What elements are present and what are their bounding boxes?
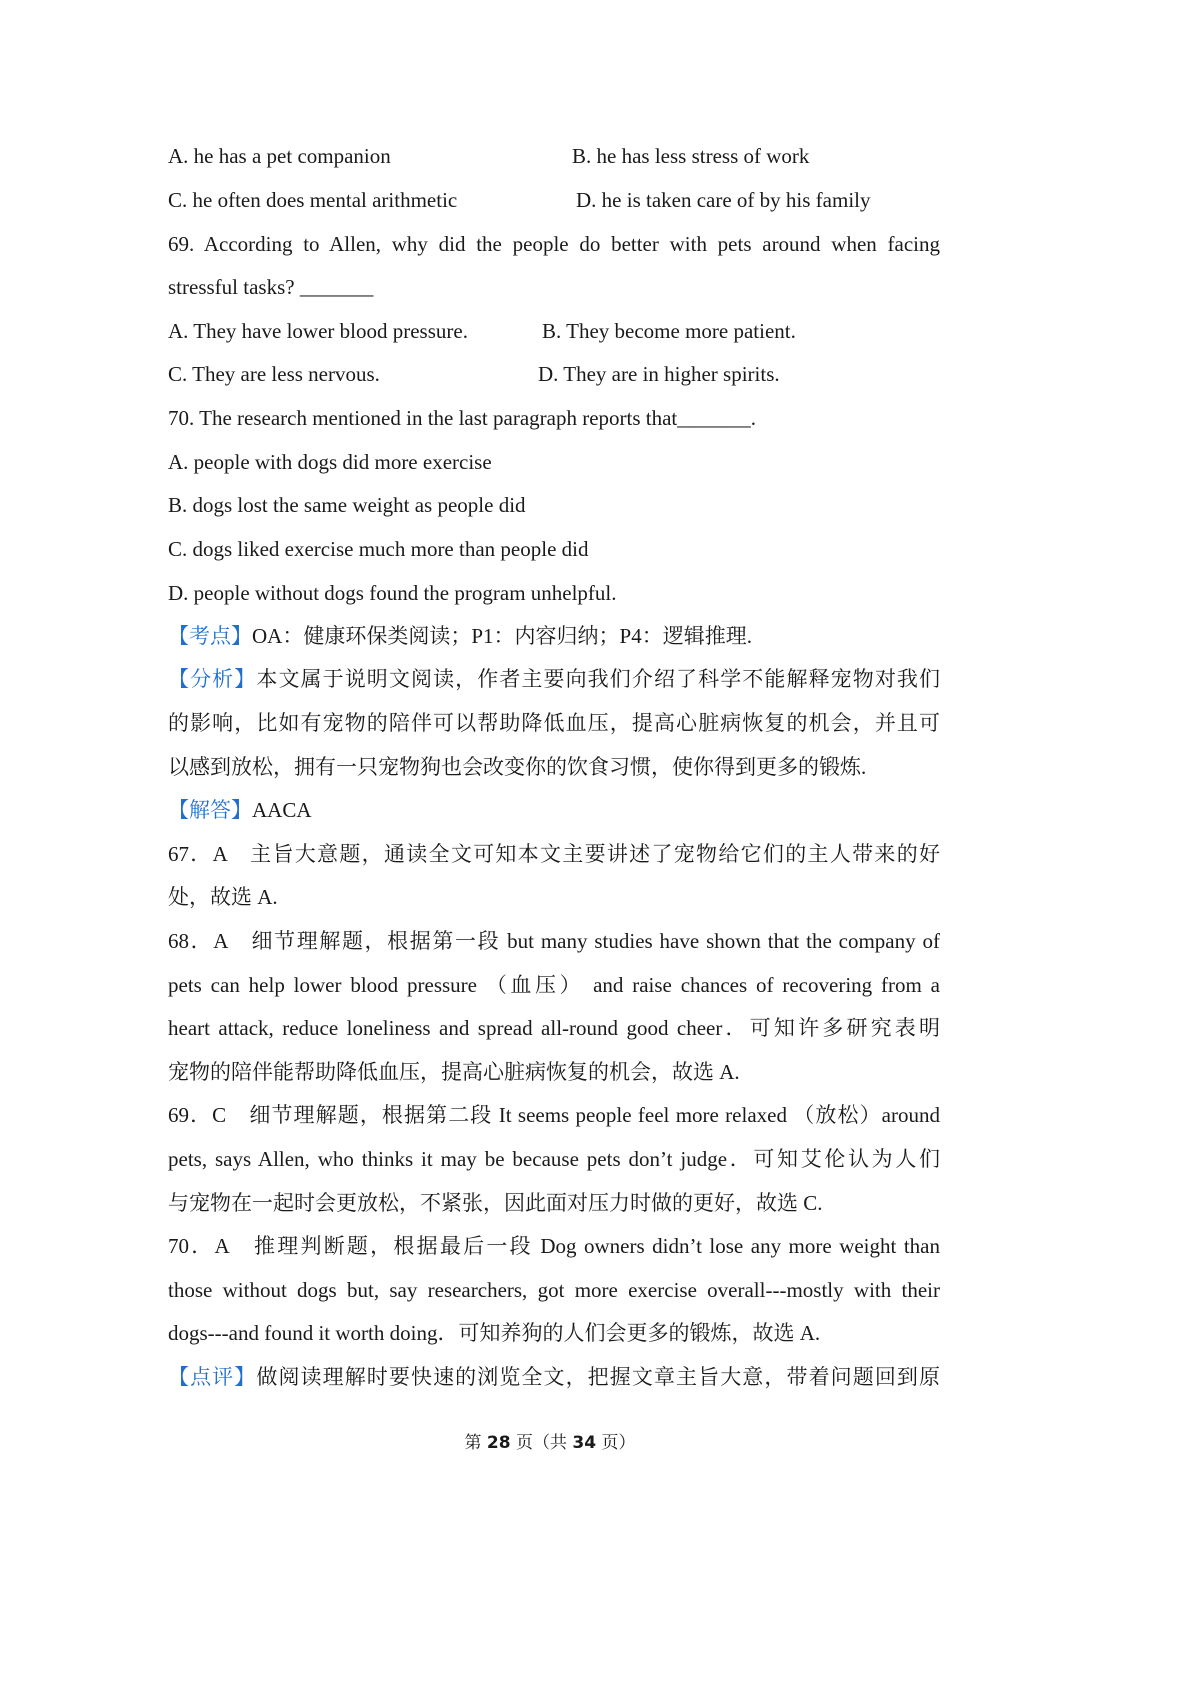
q68-option-b: B. he has less stress of work <box>572 144 810 168</box>
q69-option-a: A. They have lower blood pressure. <box>168 319 468 343</box>
answer-68-line-4: 宠物的陪伴能帮助降低血压，提高心脏病恢复的机会，故选 A. <box>168 1060 740 1084</box>
answer-67-line-2: 处，故选 A. <box>168 885 278 909</box>
footer-suffix: 页） <box>596 1433 636 1453</box>
jieda-section <box>168 796 940 824</box>
page-footer <box>0 1432 1100 1454</box>
kaodian-section <box>168 622 940 650</box>
fenxi-tag: 【分析】 <box>168 667 257 691</box>
dianping-text: 做阅读理解时要快速的浏览全文，把握文章主旨大意，带着问题回到原 <box>256 1365 941 1389</box>
fenxi-text-1: 本文属于说明文阅读，作者主要向我们介绍了科学不能解释宠物对我们 <box>256 667 941 691</box>
answer-70-line-3: dogs---and found it worth doing．可知养狗的人们会更多的锻炼，故选 A. <box>168 1321 821 1345</box>
q68-option-d: D. he is taken care of by his family <box>576 188 871 212</box>
answer-69-line-3: 与宠物在一起时会更放松，不紧张，因此面对压力时做的更好，故选 C. <box>168 1191 823 1215</box>
answer-69-line-1: 69．C 细节理解题，根据第二段 It seems people feel more relaxed （放松）around <box>168 1103 940 1127</box>
fenxi-line-3: 以感到放松，拥有一只宠物狗也会改变你的饮食习惯，使你得到更多的锻炼. <box>168 755 867 779</box>
q68-option-a: A. he has a pet companion <box>168 144 391 168</box>
q69-stem-line-1: 69. According to Allen, why did the people do better with pets around when facing <box>168 232 940 256</box>
answer-70-line-1: 70．A 推理判断题，根据最后一段 Dog owners didn’t lose any more weight than <box>168 1234 940 1258</box>
kaodian-tag: 【考点】 <box>168 624 252 648</box>
q70-stem: 70. The research mentioned in the last paragraph reports that_______. <box>168 406 757 430</box>
fenxi-line-2: 的影响，比如有宠物的陪伴可以帮助降低血压，提高心脏病恢复的机会，并且可 <box>168 711 940 735</box>
answer-68-line-3: heart attack, reduce loneliness and spread all-round good cheer．可知许多研究表明 <box>168 1016 940 1040</box>
jieda-tag: 【解答】 <box>168 798 252 822</box>
q68-option-c: C. he often does mental arithmetic <box>168 188 458 212</box>
q69-stem-line-2: stressful tasks? _______ <box>168 275 374 299</box>
answer-68-line-1: 68．A 细节理解题，根据第一段 but many studies have shown that the company of <box>168 929 940 953</box>
q70-option-b: B. dogs lost the same weight as people did <box>168 493 526 517</box>
q70-option-c: C. dogs liked exercise much more than people did <box>168 537 589 561</box>
q69-option-b: B. They become more patient. <box>542 319 796 343</box>
dianping-section <box>168 1363 940 1391</box>
footer-middle: 页（共 <box>510 1433 573 1453</box>
jieda-text: AACA <box>252 798 312 822</box>
q69-option-d: D. They are in higher spirits. <box>538 362 780 386</box>
answer-67-line-1: 67．A 主旨大意题，通读全文可知本文主要讲述了宠物给它们的主人带来的好 <box>168 842 940 866</box>
kaodian-text: OA：健康环保类阅读；P1：内容归纳；P4：逻辑推理. <box>252 624 752 648</box>
q69-option-c: C. They are less nervous. <box>168 362 380 386</box>
answer-69-line-2: pets, says Allen, who thinks it may be because pets don’t judge．可知艾伦认为人们 <box>168 1147 940 1171</box>
footer-total-pages: 34 <box>572 1433 597 1453</box>
fenxi-line-1 <box>168 665 940 693</box>
answer-68-line-2: pets can help lower blood pressure （血压） and raise chances of recovering from a <box>168 973 940 997</box>
answer-70-line-2: those without dogs but, say researchers, got more exercise overall---mostly with their <box>168 1278 940 1302</box>
q70-option-a: A. people with dogs did more exercise <box>168 450 492 474</box>
footer-prefix: 第 <box>464 1433 487 1453</box>
dianping-tag: 【点评】 <box>168 1365 257 1389</box>
q70-option-d: D. people without dogs found the program unhelpful. <box>168 581 617 605</box>
footer-page-number: 28 <box>486 1433 511 1453</box>
